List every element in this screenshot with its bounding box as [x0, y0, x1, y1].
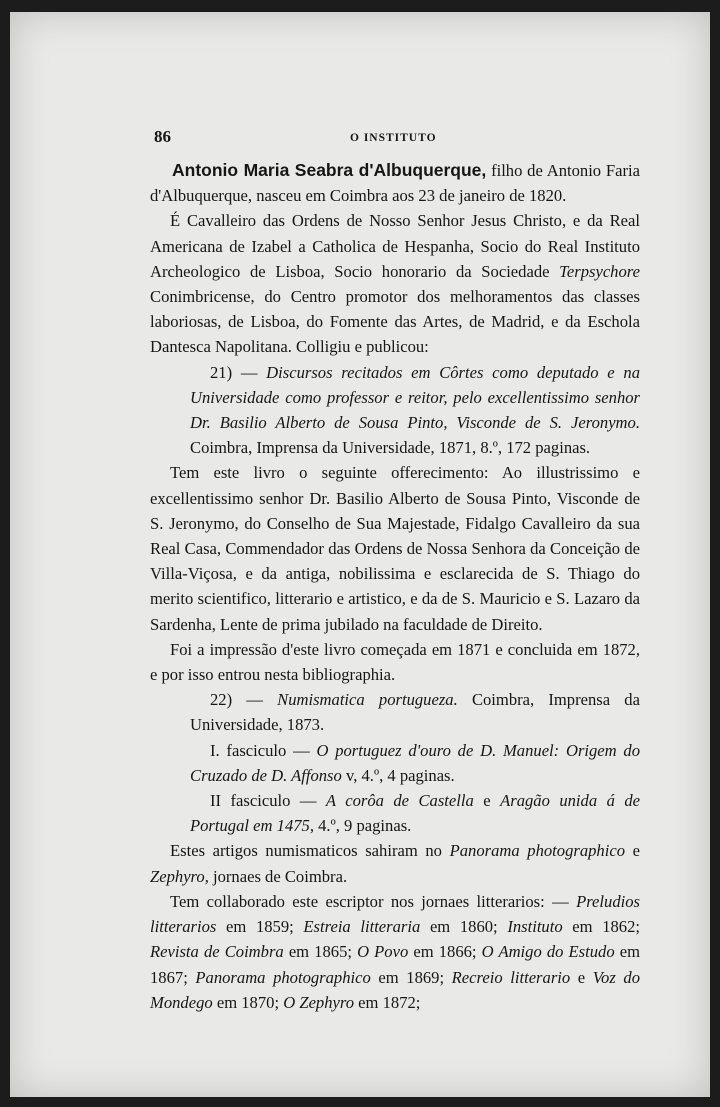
fasciculo-label: II fasciculo —	[210, 791, 326, 811]
articles-conj: e	[625, 841, 640, 861]
fasciculo-title: O portuguez d'ouro de D. Manuel: Origem do Cruzado de D. Affonso	[190, 740, 641, 785]
journal-title: O Amigo do Estudo	[481, 942, 615, 962]
book-page	[10, 12, 710, 1097]
fasciculo-title-b: Aragão unida á de Portugal em 1475,	[190, 791, 640, 836]
fasciculo-title: A corôa de Castella	[325, 791, 474, 811]
page-header	[150, 120, 640, 150]
page-number: 86	[154, 127, 171, 146]
entry-number: 22) —	[210, 690, 278, 710]
journal-title: Instituto	[507, 917, 563, 937]
journal-title: Recreio litterario	[451, 967, 571, 987]
fasciculo-conj: e	[473, 791, 501, 811]
journal-title: O Povo	[357, 942, 409, 962]
collab-text: Tem collaborado este escriptor nos jornaes litterarios: —	[170, 891, 577, 911]
journal-title: Preludios litterarios	[150, 891, 640, 937]
author-bio-intro: filho de Antonio Faria d'Albuquerque, nasceu em Coimbra aos 23 de janeiro de 1820.	[150, 161, 640, 206]
journal-title: Voz do Mondego	[150, 967, 641, 1012]
journal-year: em 1869;	[370, 967, 452, 987]
bio-paragraph	[150, 208, 640, 359]
journal-title: O Zephyro	[283, 992, 355, 1012]
journal-year: e	[570, 967, 593, 987]
entry-imprint: Coimbra, Imprensa da Universidade, 1873.	[190, 690, 640, 735]
page-content	[150, 120, 640, 1015]
entry-21	[150, 360, 640, 461]
journal-year: em 1860;	[420, 917, 508, 937]
articles-paragraph	[150, 838, 640, 888]
author-paragraph	[150, 158, 640, 208]
entry-imprint: Coimbra, Imprensa da Universidade, 1871, 8.º, 172 paginas.	[190, 438, 591, 458]
entry-number: 21) —	[210, 362, 267, 382]
journal-year: em 1865;	[283, 942, 358, 962]
running-title: O INSTITUTO	[350, 132, 437, 144]
publication-title: Panorama photographico	[449, 841, 625, 861]
printing-paragraph: Foi a impressão d'este livro começada em 1871 e concluida em 1872, e por isso entrou nesta bibliographia.	[150, 639, 640, 685]
publication-title: Zephyro,	[150, 866, 209, 886]
author-name: Antonio Maria Seabra d'Albuquerque,	[172, 160, 487, 180]
journal-year: em 1872;	[354, 992, 421, 1012]
bio-text-cont: Conimbricense, do Centro promotor dos melhoramentos das classes laboriosas, de Lisboa, do Fomente das Artes, de Madrid, e da Eschola Dantesca Napolitana. Colligiu e publicou:	[150, 287, 640, 357]
journal-year: em 1866;	[408, 942, 482, 962]
fasciculo-details: v, 4.º, 4 paginas.	[341, 765, 455, 785]
entry-title: Numismatica portugueza.	[277, 690, 458, 710]
journal-title: Estreia litteraria	[303, 917, 421, 937]
entry-title: Discursos recitados em Côrtes como deputado e na Universidade como professor e reitor, pelo excellentissimo senhor Dr. Basilio Alberto de Sousa Pinto, Visconde de S. Jeronymo.	[190, 362, 640, 433]
fasciculo-1	[150, 738, 640, 788]
dedication-paragraph: Tem este livro o seguinte offerecimento: Ao illustrissimo e excellentissimo senhor Dr. Basilio Alberto de Sousa Pinto, Visconde de S. Jeronymo, do Conselho de Sua Majestade, Fidalgo Cavalleiro da sua Real Casa, Commendador das Ordens de Nossa Senhora da Conceição de Villa-Viçosa, e da antiga, nobilissima e esclarecida de S. Thiago do merito scientifico, litterario e artistico, e da de S. Mauricio e S. Lazaro da Sardenha, Lente de prima jubilado na faculdade de Direito.	[150, 463, 640, 634]
journal-year: em 1867;	[150, 942, 641, 987]
journal-title: Revista de Coimbra	[150, 942, 284, 962]
bio-italic: Terpsychore	[559, 261, 640, 281]
articles-text: Estes artigos numismaticos sahiram no	[170, 841, 450, 861]
journal-title: Panorama photographico	[195, 967, 371, 987]
articles-text: jornaes de Coimbra.	[208, 866, 348, 886]
fasciculo-2	[150, 788, 640, 838]
journal-year: em 1859;	[216, 917, 304, 937]
collaboration-paragraph	[150, 889, 640, 1015]
fasciculo-label: I. fasciculo —	[210, 740, 317, 760]
journal-year: em 1862;	[562, 917, 641, 937]
entry-22	[150, 687, 640, 737]
journal-year: em 1870;	[212, 992, 284, 1012]
fasciculo-details: 4.º, 9 paginas.	[313, 816, 412, 836]
bio-text: É Cavalleiro das Ordens de Nosso Senhor Jesus Christo, e da Real Americana de Izabel a Catholica de Hespanha, Socio do Real Instituto Archeologico de Lisboa, Socio honorario da Sociedade	[150, 211, 640, 281]
